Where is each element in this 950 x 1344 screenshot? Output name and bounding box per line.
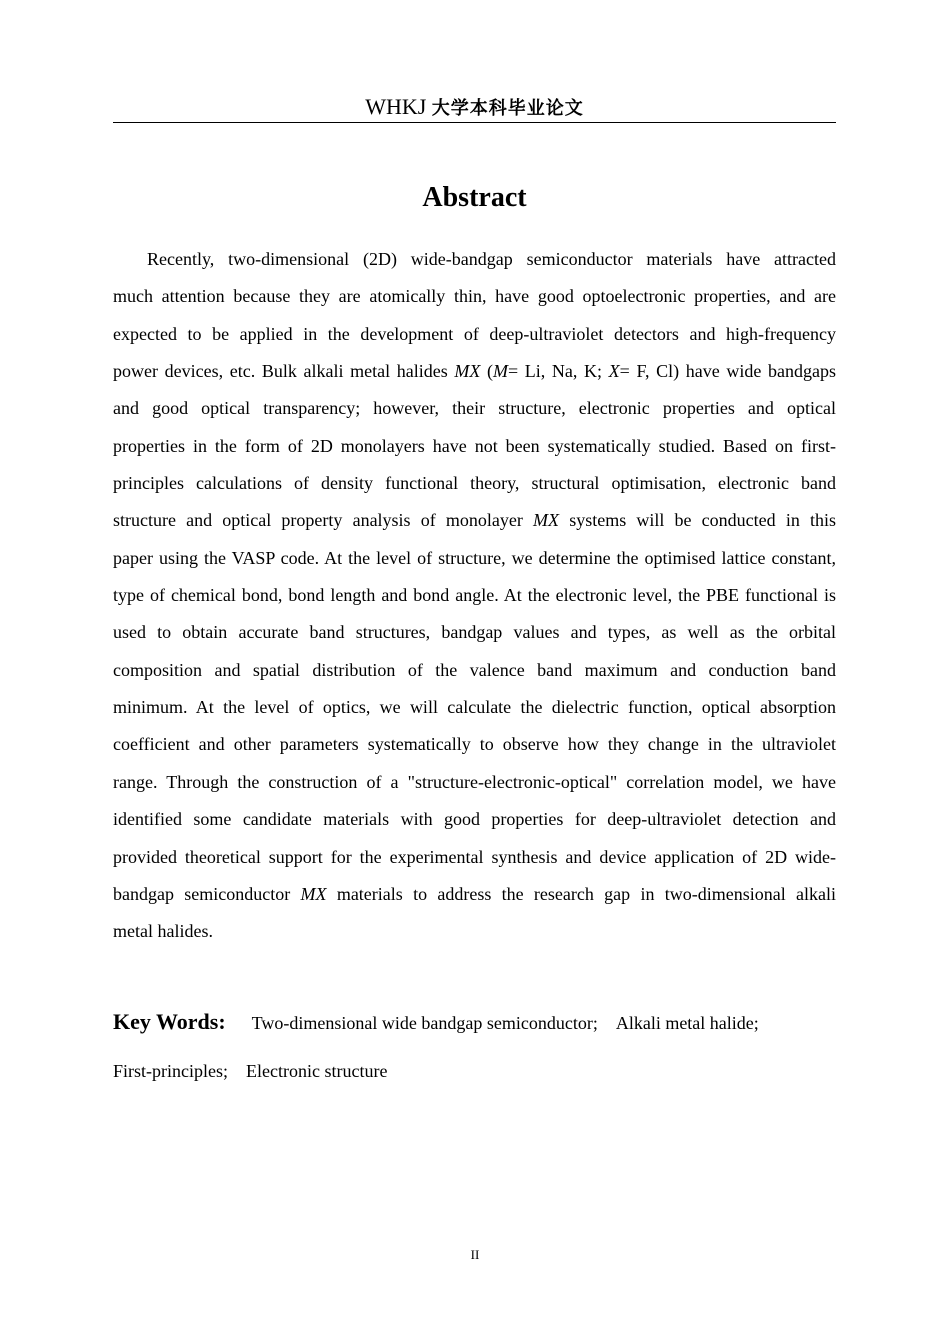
abstract-line: minimum. At the level of optics, we will calculate the dielectric function, optical absorption — [113, 697, 836, 718]
abstract-line: composition and spatial distribution of the valence band maximum and conduction band — [113, 659, 836, 680]
keyword: Two-dimensional wide bandgap semiconductor; — [251, 1013, 598, 1033]
header-latin: WHKJ — [365, 94, 432, 119]
abstract-line: provided theoretical support for the experimental synthesis and device application of 2D wide- — [113, 846, 836, 867]
abstract-line: and good optical transparency; however, their structure, electronic properties and optical — [113, 398, 836, 419]
abstract-line: coefficient and other parameters systematically to observe how they change in the ultraviolet — [113, 734, 836, 755]
abstract-line: expected to be applied in the development of deep-ultraviolet detectors and high-frequency — [113, 323, 836, 344]
abstract-line: power devices, etc. Bulk alkali metal halides MX (M= Li, Na, K; X= F, Cl) have wide bandgaps — [113, 361, 837, 382]
keyword: Alkali metal halide; — [615, 1013, 759, 1033]
page-number: II — [470, 1247, 480, 1262]
abstract-line: principles calculations of density functional theory, structural optimisation, electronic band — [113, 473, 836, 494]
abstract-body — [113, 241, 836, 951]
abstract-line: metal halides. — [113, 921, 213, 942]
abstract-line: type of chemical bond, bond length and bond angle. At the electronic level, the PBE functional is — [113, 585, 836, 606]
abstract-line: identified some candidate materials with good properties for deep-ultraviolet detection and — [113, 809, 836, 830]
keywords-section — [113, 998, 836, 1095]
abstract-line: range. Through the construction of a "structure-electronic-optical" correlation model, we have — [113, 771, 836, 792]
page-header — [113, 92, 836, 123]
abstract-line: paper using the VASP code. At the level of structure, we determine the optimised lattice constant, — [113, 547, 836, 568]
abstract-line: used to obtain accurate band structures, bandgap values and types, as well as the orbital — [113, 622, 836, 643]
abstract-line: Recently, two-dimensional (2D) wide-bandgap semiconductor materials have attracted — [147, 249, 836, 269]
abstract-line: structure and optical property analysis of monolayer MX systems will be conducted in this — [113, 510, 836, 531]
abstract-line: bandgap semiconductor MX materials to address the research gap in two-dimensional alkali — [113, 883, 836, 904]
keywords-label: Key Words: — [113, 1009, 226, 1034]
header-chinese: 大学本科毕业论文 — [431, 98, 584, 119]
abstract-line: properties in the form of 2D monolayers have not been systematically studied. Based on first- — [113, 435, 836, 456]
abstract-title: Abstract — [422, 182, 527, 213]
keyword: Electronic structure — [246, 1061, 388, 1081]
abstract-line: much attention because they are atomically thin, have good optoelectronic properties, and are — [113, 286, 836, 307]
keyword: First-principles; — [113, 1061, 228, 1081]
